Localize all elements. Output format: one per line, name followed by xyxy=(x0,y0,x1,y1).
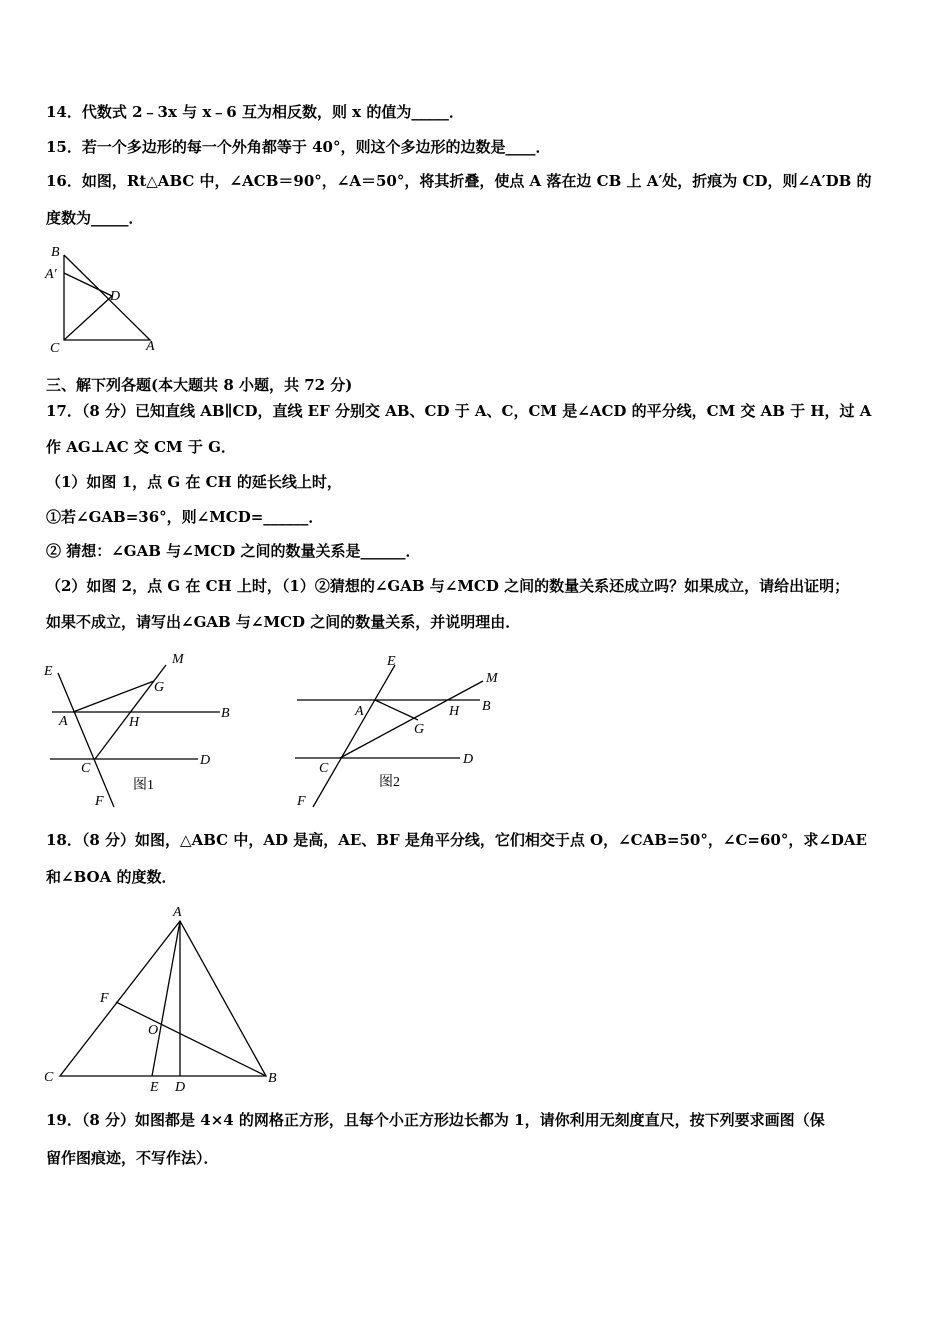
fig17-2-label-h: H xyxy=(449,704,460,719)
figure-17-2 xyxy=(285,645,525,815)
fig17-1-label-m: M xyxy=(172,652,184,667)
fig17-2-line-cm xyxy=(340,681,483,758)
question-14: 14．代数式 2﹣3x 与 x﹣6 互为相反数，则 x 的值为_____． xyxy=(46,103,464,121)
fig16-label-b: B xyxy=(51,245,60,260)
fig17-1-label-f: F xyxy=(95,794,104,809)
question-17-line-2: 作 AG⊥AC 交 CM 于 G． xyxy=(46,438,236,456)
fig17-2-label-a: A xyxy=(355,704,364,719)
fig17-2-caption: 图2 xyxy=(379,775,400,790)
question-19-line-1: 19．（8 分）如图都是 4×4 的网格正方形，且每个小正方形边长都为 1，请你利用无刻度直尺，按下列要求画图（保 xyxy=(46,1111,825,1129)
question-16-line-1: 16．如图，Rt△ABC 中，∠ACB＝90°，∠A＝50°，将其折叠，使点 A 落在边 CB 上 A′处，折痕为 CD，则∠A′DB 的 xyxy=(46,172,872,190)
fig17-1-label-c: C xyxy=(81,761,91,776)
fig16-label-c: C xyxy=(50,341,60,356)
figure-17-1 xyxy=(40,645,250,815)
fig17-2-label-b: B xyxy=(482,699,491,714)
question-18-line-2: 和∠BOA 的度数． xyxy=(46,868,177,886)
question-16-line-2: 度数为_____． xyxy=(46,209,144,227)
fig17-2-label-c: C xyxy=(319,761,329,776)
fig18-label-d: D xyxy=(175,1080,186,1095)
fig18-label-c: C xyxy=(44,1070,54,1085)
question-15: 15．若一个多边形的每一个外角都等于 40°，则这个多边形的边数是____． xyxy=(46,138,551,156)
question-17-line-1: 17．（8 分）已知直线 AB∥CD，直线 EF 分别交 AB、CD 于 A、C，CM 是∠ACD 的平分线，CM 交 AB 于 H，过 A xyxy=(46,402,872,420)
fig17-1-label-e: E xyxy=(44,664,53,679)
fig18-label-e: E xyxy=(150,1080,159,1095)
fig16-label-a-prime: A′ xyxy=(45,267,57,282)
fig17-1-label-a: A xyxy=(59,714,68,729)
fig18-label-o: O xyxy=(148,1023,159,1038)
fig17-1-label-b: B xyxy=(221,706,230,721)
fig18-label-b: B xyxy=(268,1071,277,1086)
fig18-bisector-ae xyxy=(152,921,180,1076)
fig17-2-label-g: G xyxy=(414,722,425,737)
fig17-1-label-h: H xyxy=(129,715,140,730)
fig17-1-caption: 图1 xyxy=(133,778,154,793)
question-17-line-5: ② 猜想：∠GAB 与∠MCD 之间的数量关系是______． xyxy=(46,542,421,560)
fig17-1-label-d: D xyxy=(200,753,211,768)
fig18-label-a: A xyxy=(173,905,182,920)
fig17-1-line-ef xyxy=(58,673,114,807)
fig17-2-label-f: F xyxy=(297,794,306,809)
fig18-label-f: F xyxy=(100,991,109,1006)
fig16-label-d: D xyxy=(110,289,121,304)
fig16-label-a: A xyxy=(146,339,155,354)
fig16-segment-a1d xyxy=(64,273,112,296)
question-18-line-1: 18．（8 分）如图，△ABC 中，AD 是高，AE、BF 是角平分线，它们相交于点 O，∠CAB=50°，∠C=60°，求∠DAE xyxy=(46,831,867,849)
section-3-heading: 三、解下列各题(本大题共 8 小题，共 72 分) xyxy=(46,376,353,394)
fig17-2-label-m: M xyxy=(486,671,498,686)
fig18-bisector-bf xyxy=(116,1002,266,1076)
question-19-line-2: 留作图痕迹，不写作法）． xyxy=(46,1149,219,1167)
fig17-2-label-e: E xyxy=(387,654,396,669)
fig17-2-segment-ag xyxy=(375,700,418,720)
fig18-triangle-abc xyxy=(60,921,266,1076)
fig16-fold-cd xyxy=(64,296,112,340)
fig17-1-label-g: G xyxy=(154,680,165,695)
fig16-triangle-abc xyxy=(64,255,150,340)
figure-16 xyxy=(40,240,170,360)
fig17-2-label-d: D xyxy=(463,752,474,767)
question-17-line-6: （2）如图 2，点 G 在 CH 上时，（1）②猜想的∠GAB 与∠MCD 之间的数量关系还成立吗？如果成立，请给出证明； xyxy=(46,577,850,595)
question-17-line-4: ①若∠GAB=36°，则∠MCD=______． xyxy=(46,508,324,526)
question-17-line-3: （1）如图 1，点 G 在 CH 的延长线上时， xyxy=(46,473,342,491)
figure-18 xyxy=(38,900,288,1100)
question-17-line-7: 如果不成立，请写出∠GAB 与∠MCD 之间的数量关系，并说明理由． xyxy=(46,613,521,631)
